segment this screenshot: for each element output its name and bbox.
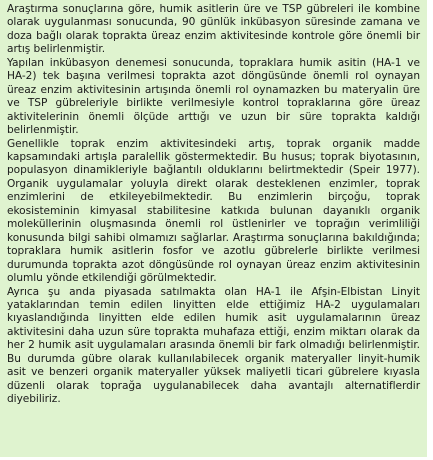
paragraph-humic-acid-comparison: Ayrıca şu anda piyasada satılmakta olan HA-1 ile Afşin-Elbistan Linyit yataklarından temin edilen linyitten elde ettiğimiz HA-2 uygulamaları kıyaslandığında linyitten elde edilen humik asit uygulamalarının üreaz aktivitesini daha uzun süre toprakta muhafaza ettiği, enzim miktarı olarak da her 2 humik asit uygulamaları arasında önemli bir fark olmadığı belirlenmiştir. Bu durumda gübre olarak kullanılabilecek organik materyaller linyit-humik asit ve benzeri organik materyaller yüksek maliyetli ticari gübrelere kıyasla düzenli olarak toprağa uygulanabilecek daha avantajlı alternatiflerdir diyebiliriz.: [7, 285, 420, 406]
paragraph-incubation-experiment: Yapılan inkübasyon denemesi sonucunda, topraklara humik asitin (HA-1 ve HA-2) tek başına verilmesi toprakta azot döngüsünde önemli rol oynayan üreaz enzim aktivitesinin artışında önemli rol oynamazken bu materyalin üre ve TSP gübreleriyle birlikte verilmesiyle kontrol topraklarına göre üreaz aktivitelerinin önemli ölçüde arttığı ve uzun bir süre toprakta kaldığı belirlenmiştir.: [7, 56, 420, 137]
paragraph-soil-enzyme-activity: Genellikle toprak enzim aktivitesindeki artış, toprak organik madde kapsamındaki artışla paralellik göstermektedir. Bu husus; toprak biyotasının, populasyon dinamikleriyle bağlantılı olduklarını belirtmektedir (Speir 1977). Organik uygulamalar yoluyla direkt olarak desteklenen enzimler, toprak enzimlerini de etkileyebilmektedir. Bu enzimlerin birçoğu, toprak ekosisteminin kimyasal stabilitesine katkıda bulunan dayanıklı organik moleküllerinin oluşmasında önemli rol üstlenirler ve toprağın verimliliği konusunda bilgi sahibi olmamızı sağlarlar. Araştırma sonuçlarına bakıldığında; topraklara humik asitlerin fosfor ve azotlu gübrelerle birlikte verilmesi durumunda toprakta azot döngüsünde rol oynayan üreaz enzim aktivitesinin olumlu yönde etkilendiği görülmektedir.: [7, 137, 420, 285]
paragraph-results-summary: Araştırma sonuçlarına göre, humik asitlerin üre ve TSP gübreleri ile kombine olarak uygulanması sonucunda, 90 günlük inkübasyon süresinde zamana ve doza bağlı olarak toprakta üreaz enzim aktivitesinde kontrole göre önemli bir artış belirlenmiştir.: [7, 3, 420, 56]
